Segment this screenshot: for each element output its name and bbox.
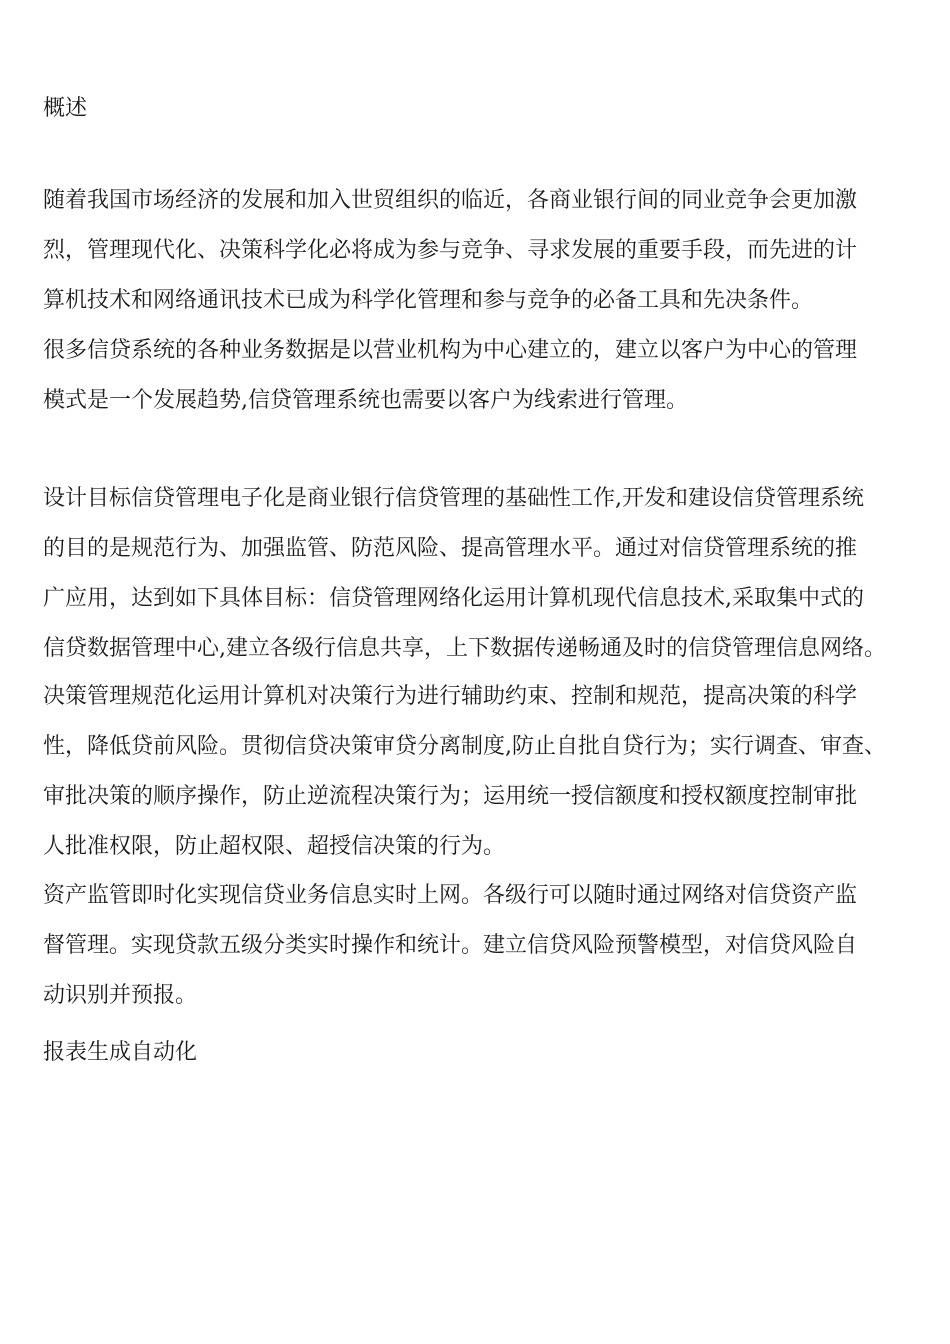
paragraph-line: 烈，管理现代化、决策科学化必将成为参与竞争、寻求发展的重要手段，而先进的计 bbox=[43, 238, 858, 263]
paragraph-line: 决策管理规范化运用计算机对决策行为进行辅助约束、控制和规范，提高决策的科学 bbox=[43, 684, 858, 709]
paragraph-line: 设计目标信贷管理电子化是商业银行信贷管理的基础性工作,开发和建设信贷管理系统 bbox=[43, 486, 864, 511]
paragraph-line: 模式是一个发展趋势,信贷管理系统也需要以客户为线索进行管理。 bbox=[43, 388, 688, 413]
paragraph-line: 信贷数据管理中心,建立各级行信息共享，上下数据传递畅通及时的信贷管理信息网络。 bbox=[43, 636, 886, 661]
paragraph-line: 督管理。实现贷款五级分类实时操作和统计。建立信贷风险预警模型，对信贷风险自 bbox=[43, 933, 858, 958]
heading-line: 概述 bbox=[43, 96, 88, 121]
paragraph-line: 动识别并预报。 bbox=[43, 983, 198, 1008]
heading-line: 报表生成自动化 bbox=[43, 1040, 198, 1065]
paragraph-line: 很多信贷系统的各种业务数据是以营业机构为中心建立的，建立以客户为中心的管理 bbox=[43, 338, 858, 363]
paragraph-line: 广应用，达到如下具体目标：信贷管理网络化运用计算机现代信息技术,采取集中式的 bbox=[43, 586, 864, 611]
paragraph-line: 性，降低贷前风险。贯彻信贷决策审贷分离制度,防止自批自贷行为；实行调查、审查、 bbox=[43, 734, 886, 759]
section-heading-overview bbox=[43, 84, 933, 134]
paragraph-background bbox=[43, 176, 933, 326]
paragraph-line: 审批决策的顺序操作，防止逆流程决策行为；运用统一授信额度和授权额度控制审批 bbox=[43, 784, 858, 809]
paragraph-decision-management bbox=[43, 672, 933, 872]
paragraph-line: 算机技术和网络通讯技术已成为科学化管理和参与竞争的必备工具和先决条件。 bbox=[43, 288, 814, 313]
paragraph-line: 的目的是规范行为、加强监管、防范风险、提高管理水平。通过对信贷管理系统的推 bbox=[43, 536, 858, 561]
paragraph-line: 随着我国市场经济的发展和加入世贸组织的临近，各商业银行间的同业竞争会更加激 bbox=[43, 188, 858, 213]
paragraph-line: 资产监管即时化实现信贷业务信息实时上网。各级行可以随时通过网络对信贷资产监 bbox=[43, 883, 858, 908]
paragraph-asset-supervision bbox=[43, 871, 933, 1021]
paragraph-line: 人批准权限，防止超权限、超授信决策的行为。 bbox=[43, 834, 506, 859]
paragraph-design-goals bbox=[43, 474, 933, 674]
paragraph-customer-centric bbox=[43, 326, 933, 426]
section-heading-report-automation bbox=[43, 1028, 933, 1078]
